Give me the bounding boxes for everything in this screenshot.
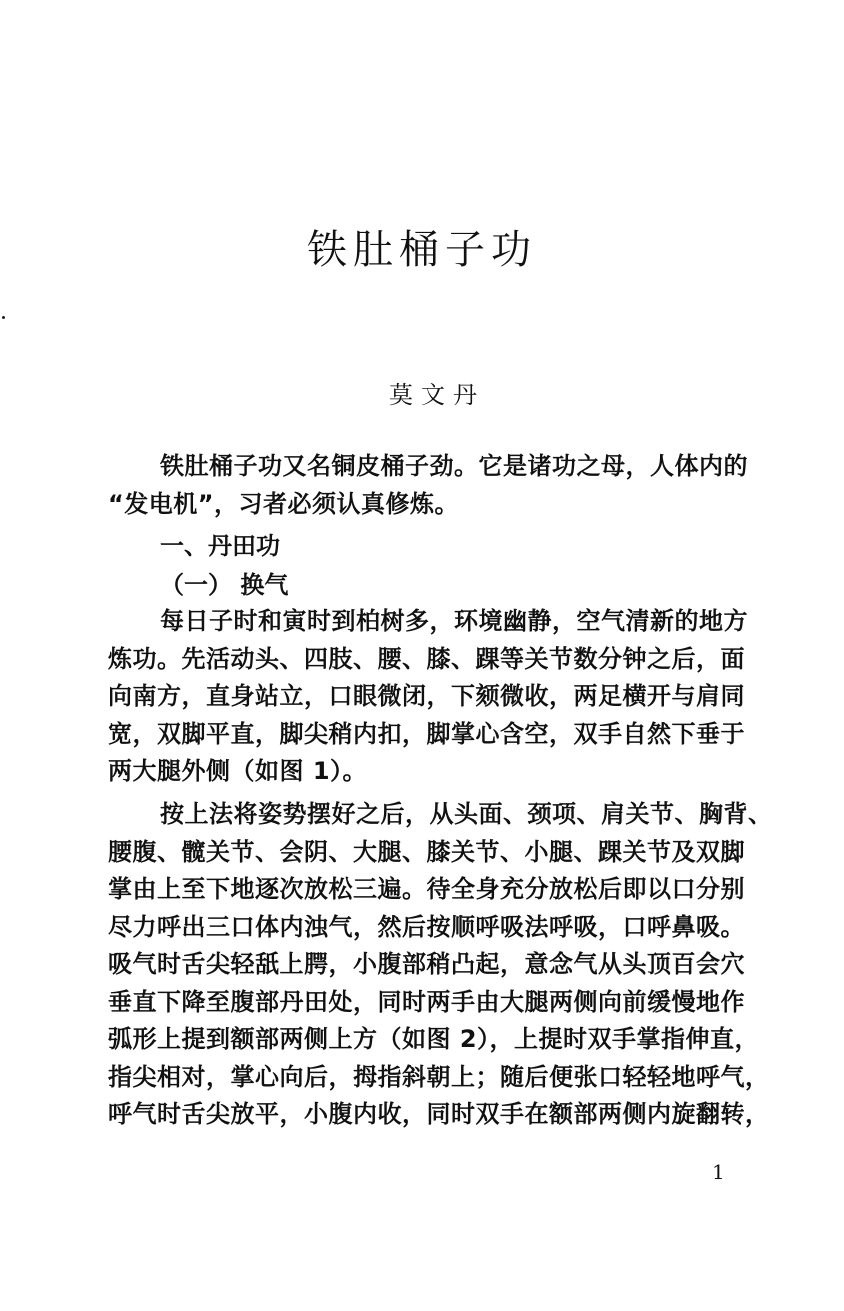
text-line: 指尖相对，掌心向后，拇指斜朝上；随后便张口轻轻地呼气， — [108, 1062, 770, 1091]
text-line: 两大腿外侧（如图 1）。 — [108, 757, 368, 785]
text-line: 腰腹、髋关节、会阴、大腿、膝关节、小腿、踝关节及双脚 — [108, 837, 745, 866]
text-line: 尽力呼出三口体内浊气，然后按顺呼吸法呼吸，口呼鼻吸。 — [108, 912, 745, 941]
text-line: 向南方，直身站立，口眼微闭，下颏微收，两足横开与肩同 — [108, 682, 745, 710]
scan-speck — [2, 316, 5, 319]
paragraph-relaxation — [108, 796, 778, 1134]
text-line: 铁肚桶子功又名铜皮桶子劲。它是诸功之母，人体内的 — [160, 452, 748, 480]
text-line: 吸气时舌尖轻舐上腭，小腹部稍凸起，意念气从头顶百会穴 — [108, 950, 745, 978]
section-heading: 一、丹田功 — [160, 532, 280, 560]
text-line: 每日子时和寅时到柏树多，环境幽静，空气清新的地方 — [160, 607, 748, 635]
text-line: 掌由上至下地逐次放松三遍。待全身充分放松后即以口分别 — [108, 875, 745, 903]
subsection-heading: （一） 换气 — [160, 571, 289, 599]
paragraph-breathing — [108, 603, 778, 791]
text-line: 按上法将姿势摆好之后，从头面、颈项、肩关节、胸背、 — [160, 800, 773, 828]
page-number: 1 — [712, 1160, 725, 1184]
text-line: 炼功。先活动头、四肢、腰、膝、踝等关节数分钟之后，面 — [108, 644, 745, 673]
text-line: 弧形上提到额部两侧上方（如图 2），上提时双手掌指伸直， — [108, 1025, 760, 1053]
paragraph-intro — [108, 448, 778, 523]
page-title: 铁肚桶子功 — [307, 227, 537, 273]
text-line: 呼气时舌尖放平，小腹内收，同时双手在额部两侧内旋翻转， — [108, 1100, 770, 1128]
text-line: “发电机”，习者必须认真修炼。 — [108, 489, 460, 518]
text-line: 垂直下降至腹部丹田处，同时两手由大腿两侧向前缓慢地作 — [108, 987, 745, 1016]
author-name: 莫文丹 — [389, 381, 485, 409]
text-line: 宽，双脚平直，脚尖稍内扣，脚掌心含空，双手自然下垂于 — [108, 719, 745, 748]
